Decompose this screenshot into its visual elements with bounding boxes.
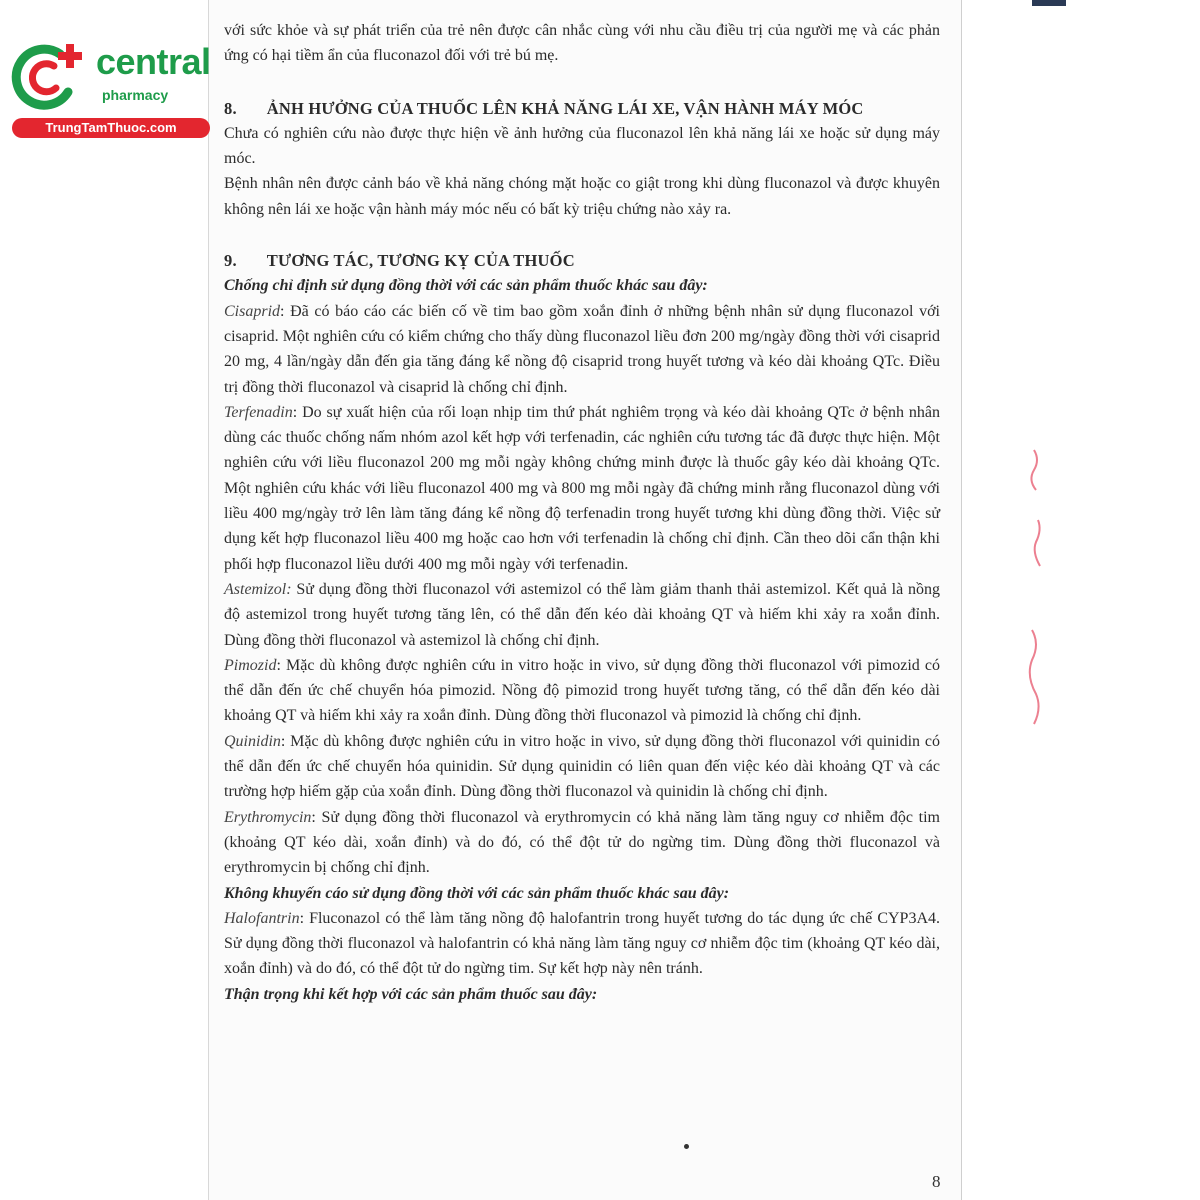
drug-name: Pimozid <box>224 656 277 674</box>
logo-url-banner: TrungTamThuoc.com <box>12 118 210 138</box>
scan-speck <box>684 1144 689 1149</box>
interaction-text: : Mặc dù không được nghiên cứu in vitro hoặc in vivo, sử dụng đồng thời fluconazol với quinidin có thể dẫn đến ức chế chuyển hóa quinidin. Sử dụng quinidin có liên quan đến việc kéo dài khoảng QT và các trường hợp hiếm gặp của xoắn đỉnh. Dùng đồng thời fluconazol và quinidin là chống chỉ định. <box>224 732 940 801</box>
central-pharmacy-logo <box>10 36 210 136</box>
drug-name: Quinidin <box>224 732 281 750</box>
interaction-text: : Sử dụng đồng thời fluconazol và erythromycin có khả năng làm tăng nguy cơ nhiễm độc tim (khoảng QT kéo dài, xoắn đỉnh) và do đó, có thể đột tử do ngừng tim. Dùng đồng thời fluconazol và erythromycin bị chống chỉ định. <box>224 808 940 877</box>
section-8-paragraph-2: Bệnh nhân nên được cảnh báo về khả năng chóng mặt hoặc co giật trong khi dùng fluconazol và được khuyên không nên lái xe hoặc vận hành máy móc nếu có bất kỳ triệu chứng nào xảy ra. <box>224 175 940 218</box>
intro-paragraph: với sức khỏe và sự phát triển của trẻ nên được cân nhắc cùng với nhu cầu điều trị của người mẹ và các phản ứng có hại tiềm ẩn của fluconazol đối với trẻ bú mẹ. <box>224 22 940 65</box>
interaction-text: : Do sự xuất hiện của rối loạn nhịp tim thứ phát nghiêm trọng và kéo dài khoảng QTc ở bệnh nhân dùng các thuốc chống nấm nhóm azol kết hợp với terfenadin, các nghiên cứu tương tác đã được thực hiện. Một nghiên cứu với liều fluconazol 200 mg mỗi ngày không chứng minh được là thuốc gây kéo dài khoảng QTc. Một nghiên cứu khác với liều fluconazol 400 mg và 800 mg mỗi ngày đã chứng minh rằng fluconazol dùng với liều 400 mg/ngày trở lên làm tăng đáng kể nồng độ terfenadin trong huyết tương khi dùng đồng thời. Việc sử dụng kết hợp fluconazol liều 400 mg hoặc cao hơn với terfenadin là chống chỉ định. Cần theo dõi cẩn thận khi phối hợp fluconazol liều dưới 400 mg mỗi ngày với terfenadin. <box>224 403 940 573</box>
caution-subheading: Thận trọng khi kết hợp với các sản phẩm thuốc sau đây: <box>224 985 598 1003</box>
red-stamp-mark <box>1018 440 1058 760</box>
interaction-erythromycin <box>224 805 940 881</box>
interaction-text: Sử dụng đồng thời fluconazol với astemizol có thể làm giảm thanh thải astemizol. Kết quả là nồng độ astemizol trong huyết tương tăng lên, có thể dẫn đến kéo dài khoảng QT và hiếm khi xảy ra xoắn đỉnh. Dùng đồng thời fluconazol và astemizol là chống chỉ định. <box>224 580 940 649</box>
drug-name: Astemizol: <box>224 580 292 598</box>
section-8-paragraph-1: Chưa có nghiên cứu nào được thực hiện về ảnh hưởng của fluconazol lên khả năng lái xe hoặc sử dụng máy móc. <box>224 124 940 168</box>
interaction-text: : Đã có báo cáo các biến cố về tim bao gồm xoắn đỉnh ở những bệnh nhân sử dụng fluconazol với cisaprid. Một nghiên cứu có kiểm chứng cho thấy dùng fluconazol liều đơn 200 mg/ngày đồng thời với cisaprid 20 mg, 4 lần/ngày dẫn đến gia tăng đáng kể nồng độ cisaprid trong huyết tương và kéo dài khoảng QTc. Điều trị đồng thời fluconazol và cisaprid là chống chỉ định. <box>224 302 940 396</box>
section-9-heading <box>224 248 940 273</box>
contraindicated-subheading: Chống chỉ định sử dụng đồng thời với các sản phẩm thuốc khác sau đây: <box>224 277 708 295</box>
drug-name: Halofantrin <box>224 909 300 927</box>
logo-subtitle: pharmacy <box>102 87 169 103</box>
drug-name: Terfenadin <box>224 403 293 421</box>
document-body <box>224 18 940 1007</box>
interaction-halofantrin <box>224 906 940 982</box>
edge-mark <box>1032 0 1066 6</box>
section-8-number: 8. <box>224 98 237 118</box>
interaction-text: : Mặc dù không được nghiên cứu in vitro hoặc in vivo, sử dụng đồng thời fluconazol với pimozid có thể dẫn đến ức chế chuyển hóa pimozid. Nồng độ pimozid trong huyết tương tăng, có thể dẫn đến kéo dài khoảng QT và hiếm khi xảy ra xoắn đỉnh. Dùng đồng thời fluconazol và pimozid là chống chỉ định. <box>224 656 940 725</box>
section-8-heading <box>224 96 940 121</box>
drug-name: Erythromycin <box>224 808 312 826</box>
interaction-text: : Fluconazol có thể làm tăng nồng độ halofantrin trong huyết tương do tác dụng ức chế CYP3A4. Sử dụng đồng thời fluconazol và halofantrin có khả năng làm tăng nguy cơ nhiễm độc tim (khoảng QT kéo dài, xoắn đỉnh) và do đó, có thể đột tử do ngừng tim. Sự kết hợp này nên tránh. <box>224 909 940 978</box>
page-number: 8 <box>932 1172 941 1191</box>
logo-c-cross-icon <box>10 40 86 112</box>
drug-name: Cisaprid <box>224 302 281 320</box>
interaction-quinidin <box>224 729 940 805</box>
interaction-terfenadin <box>224 400 940 577</box>
interaction-astemizol <box>224 577 940 653</box>
interaction-pimozid <box>224 653 940 729</box>
section-9-number: 9. <box>224 251 237 271</box>
interaction-cisaprid <box>224 299 940 400</box>
section-9-title: TƯƠNG TÁC, TƯƠNG KỴ CỦA THUỐC <box>266 251 575 271</box>
section-8-title: ẢNH HƯỞNG CỦA THUỐC LÊN KHẢ NĂNG LÁI XE, VẬN HÀNH MÁY MÓC <box>266 98 864 118</box>
not-recommended-subheading: Không khuyến cáo sử dụng đồng thời với các sản phẩm thuốc khác sau đây: <box>224 884 730 902</box>
logo-name: central <box>96 41 211 82</box>
